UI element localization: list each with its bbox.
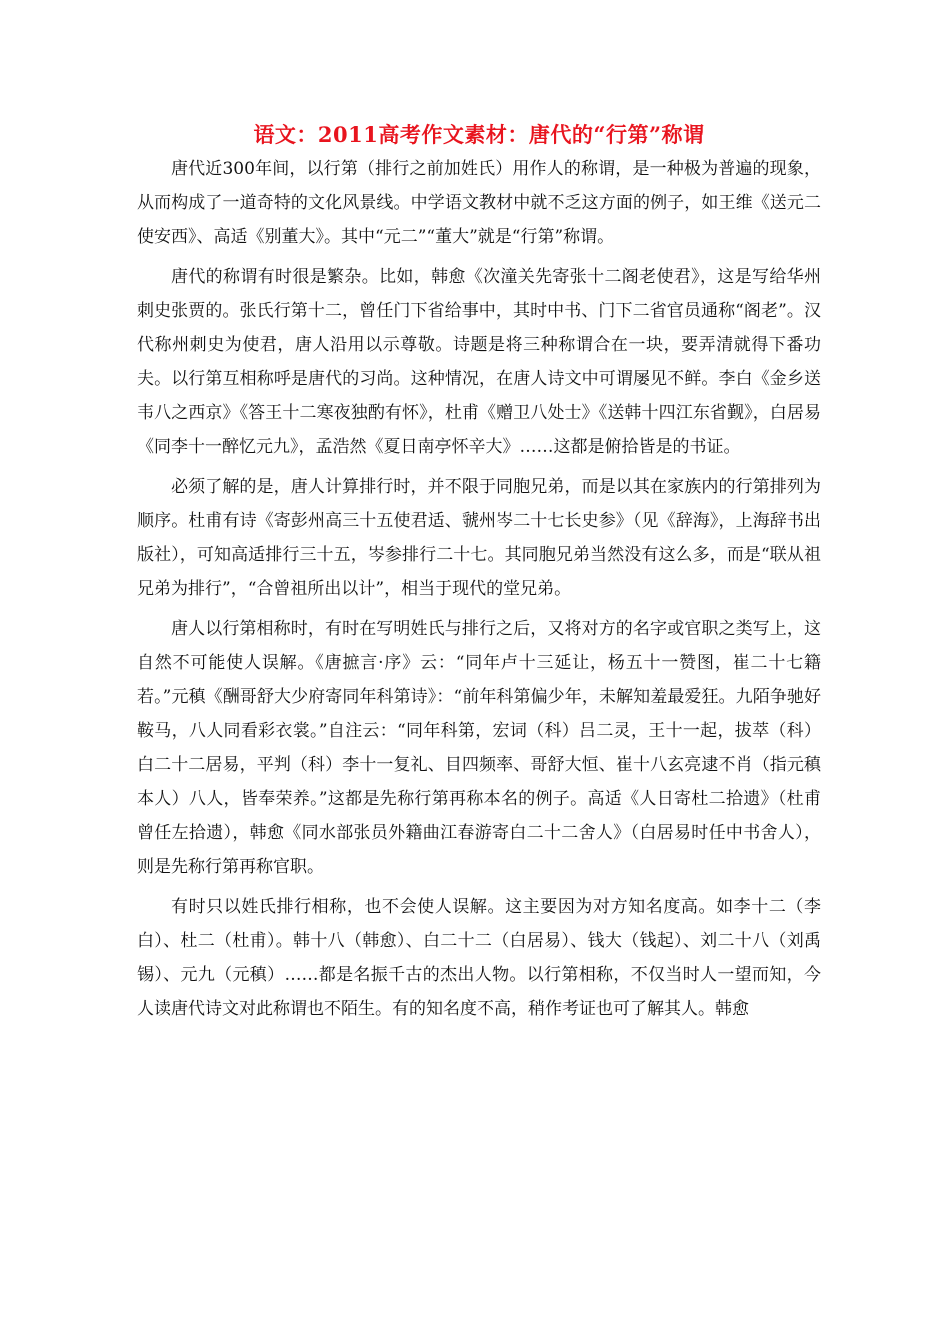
paragraph-5: 有时只以姓氏排行相称，也不会使人误解。这主要因为对方知名度高。如李十二（李白）、杜二（杜甫）。韩十八（韩愈）、白二十二（白居易）、钱大（钱起）、刘二十八（刘禹锡）、元九（元稹）……都是名振千古的杰出人物。以行第相称，不仅当时人一望而知，今人读唐代诗文对此称谓也不陌生。有的知名度不高，稍作考证也可了解其人。韩愈 [137, 897, 821, 1019]
paragraph-2: 唐代的称谓有时很是繁杂。比如，韩愈《次潼关先寄张十二阁老使君》，这是写给华州刺史张贾的。张氏行第十二，曾任门下省给事中，其时中书、门下二省官员通称“阁老”。汉代称州刺史为使君，唐人沿用以示尊敬。诗题是将三种称谓合在一块，要弄清就得下番功夫。以行第互相称呼是唐代的习尚。这种情况，在唐人诗文中可谓屡见不鲜。李白《金乡送韦八之西京》《答王十二寒夜独酌有怀》，杜甫《赠卫八处士》《送韩十四江东省觐》，白居易《同李十一醉忆元九》，孟浩然《夏日南亭怀辛大》……这都是俯拾皆是的书证。 [137, 267, 821, 457]
document-page [137, 120, 821, 1032]
document-title: 语文：2011高考作文素材：唐代的“行第”称谓 [253, 122, 705, 147]
paragraph-3: 必须了解的是，唐人计算排行时，并不限于同胞兄弟，而是以其在家族内的行第排列为顺序。杜甫有诗《寄彭州高三十五使君适、虢州岑二十七长史参》（见《辞海》，上海辞书出版社），可知高适排行三十五，岑参排行二十七。其同胞兄弟当然没有这么多，而是“联从祖兄弟为排行”，“合曾祖所出以计”，相当于现代的堂兄弟。 [137, 477, 821, 599]
paragraph-4: 唐人以行第相称时，有时在写明姓氏与排行之后，又将对方的名字或官职之类写上，这自然不可能使人误解。《唐摭言·序》云：“同年卢十三延让，杨五十一赞图，崔二十七籍若。”元稹《酬哥舒大少府寄同年科第诗》：“前年科第偏少年，未解知羞最爱狂。九陌争驰好鞍马，八人同看彩衣裳。”自注云：“同年科第，宏词（科）吕二灵，王十一起，拔萃（科）白二十二居易，平判（科）李十一复礼、目四频率、哥舒大恒、崔十八玄亮逮不肖（指元稹本人）八人，皆奉荣养。”这都是先称行第再称本名的例子。高适《人日寄杜二拾遗》（杜甫曾任左拾遗），韩愈《同水部张员外籍曲江春游寄白二十二舍人》（白居易时任中书舍人），则是先称行第再称官职。 [137, 619, 821, 877]
paragraph-1: 唐代近300年间，以行第（排行之前加姓氏）用作人的称谓，是一种极为普遍的现象，从而构成了一道奇特的文化风景线。中学语文教材中就不乏这方面的例子，如王维《送元二使安西》、高适《别董大》。其中“元二”“董大”就是“行第”称谓。 [137, 159, 821, 247]
